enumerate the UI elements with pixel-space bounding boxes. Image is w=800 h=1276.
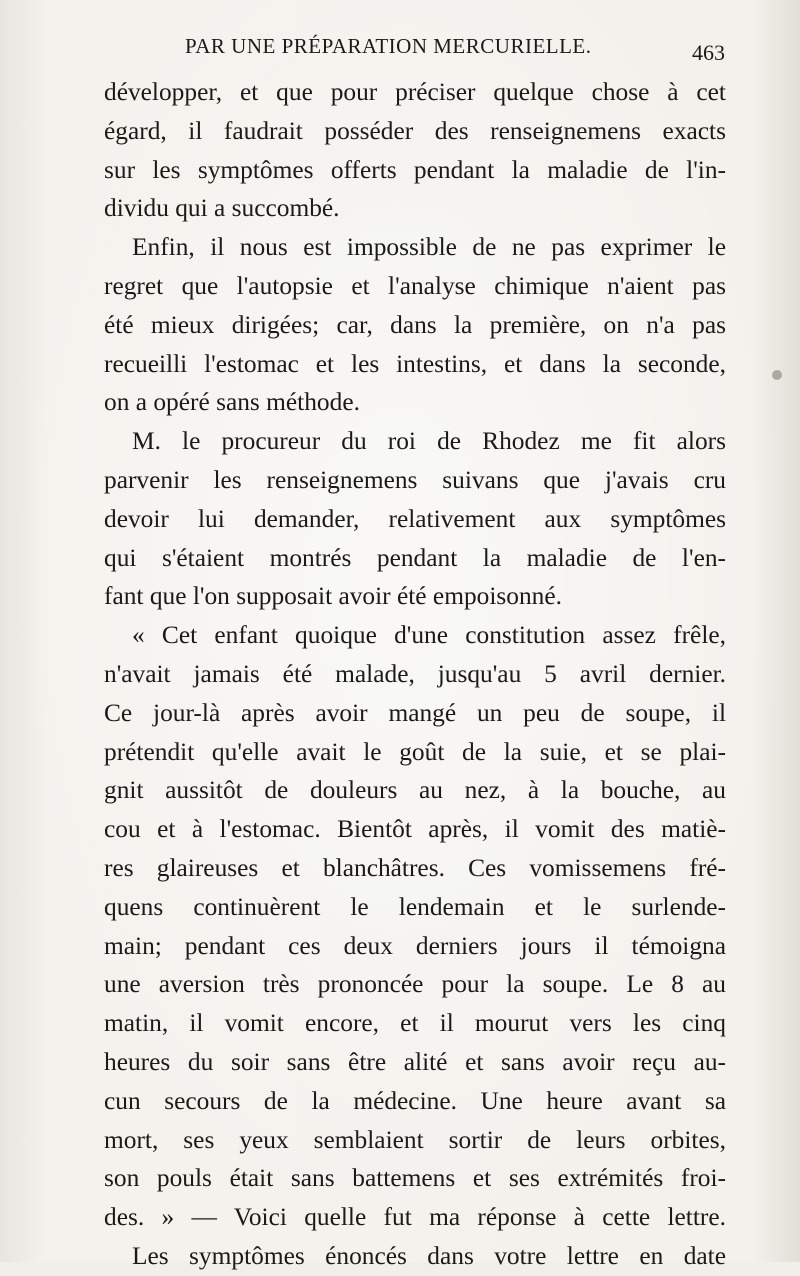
text-line: gnit aussitôt de douleurs au nez, à la bouche, au	[104, 776, 726, 805]
text-line: regret que l'autopsie et l'analyse chimique n'aient pas	[104, 271, 726, 300]
text-line: des. » — Voici quelle fut ma réponse à cette lettre.	[104, 1203, 726, 1232]
text-line: égard, il faudrait posséder des renseignemens exacts	[104, 116, 726, 145]
text-line: prétendit qu'elle avait le goût de la suie, et se plai-	[104, 737, 726, 766]
text-line: mort, ses yeux semblaient sortir de leurs orbites,	[104, 1125, 726, 1154]
text-line: dividu qui a succombé.	[104, 194, 340, 223]
text-line: M. le procureur du roi de Rhodez me fit alors	[132, 427, 726, 456]
text-line: main; pendant ces deux derniers jours il témoigna	[104, 931, 726, 960]
text-line: parvenir les renseignemens suivans que j'avais cru	[104, 465, 726, 494]
text-line: « Cet enfant quoique d'une constitution assez frêle,	[132, 621, 726, 650]
text-line: on a opéré sans méthode.	[104, 388, 360, 417]
text-line: matin, il vomit encore, et il mourut vers les cinq	[104, 1009, 726, 1038]
text-line: été mieux dirigées; car, dans la première, on n'a pas	[104, 310, 726, 339]
text-line: sur les symptômes offerts pendant la maladie de l'in-	[104, 155, 726, 184]
page-number: 463	[692, 40, 725, 65]
text-line: quens continuèrent le lendemain et le surlende-	[104, 892, 726, 921]
text-line: Enfin, il nous est impossible de ne pas exprimer le	[132, 233, 726, 262]
text-line: heures du soir sans être alité et sans avoir reçu au-	[104, 1047, 726, 1076]
text-line: son pouls était sans battemens et ses extrémités froi-	[104, 1164, 726, 1193]
text-line: cun secours de la médecine. Une heure avant sa	[104, 1086, 726, 1115]
text-line: qui s'étaient montrés pendant la maladie de l'en-	[104, 543, 726, 572]
body-text	[104, 73, 726, 1276]
text-line: Les symptômes énoncés dans votre lettre en date	[132, 1241, 726, 1270]
text-line: devoir lui demander, relativement aux symptômes	[104, 504, 726, 533]
text-line: développer, et que pour préciser quelque chose à cet	[104, 78, 726, 106]
text-line: une aversion très prononcée pour la soupe. Le 8 au	[104, 970, 726, 999]
text-line: res glaireuses et blanchâtres. Ces vomissemens fré-	[104, 853, 726, 882]
running-head: PAR UNE PRÉPARATION MERCURIELLE.	[185, 34, 592, 58]
text-line: fant que l'on supposait avoir été empoisonné.	[104, 582, 562, 611]
paper-stain	[772, 370, 782, 380]
text-line: n'avait jamais été malade, jusqu'au 5 avril dernier.	[104, 659, 726, 688]
text-line: Ce jour-là après avoir mangé un peu de soupe, il	[104, 698, 726, 727]
text-line: cou et à l'estomac. Bientôt après, il vomit des matiè-	[104, 815, 726, 844]
text-line: recueilli l'estomac et les intestins, et dans la seconde,	[104, 349, 726, 378]
page-header	[185, 30, 725, 70]
